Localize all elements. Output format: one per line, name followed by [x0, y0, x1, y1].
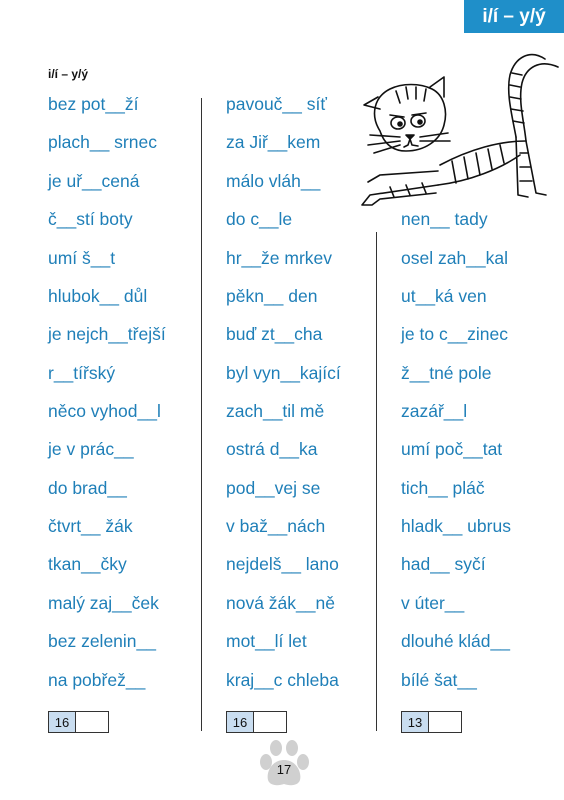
list-item: bílé šat__ — [401, 670, 477, 690]
list-item: pavouč__ síť — [226, 94, 327, 114]
list-item: nen__ tady — [401, 209, 488, 229]
list-item: v baž__nách — [226, 516, 326, 536]
score-count: 16 — [227, 712, 254, 732]
list-item: hlubok__ důl — [48, 286, 148, 306]
list-item: dlouhé klád__ — [401, 631, 510, 651]
list-item: bez pot__ží — [48, 94, 139, 114]
list-item: buď zt__cha — [226, 324, 323, 344]
list-item: do brad__ — [48, 478, 127, 498]
list-item: zazář__l — [401, 401, 468, 421]
list-item: pěkn__ den — [226, 286, 318, 306]
score-input[interactable] — [429, 712, 461, 732]
list-item: nová žák__ně — [226, 593, 335, 613]
list-item: mot__lí let — [226, 631, 307, 651]
list-item: hr__že mrkev — [226, 248, 333, 268]
list-item: malý zaj__ček — [48, 593, 159, 613]
list-item: byl vyn__kající — [226, 363, 341, 383]
score-box[interactable] — [401, 711, 462, 733]
list-item: ž__tné pole — [401, 363, 492, 383]
list-item: hladk__ ubrus — [401, 516, 511, 536]
list-item: je uř__cená — [48, 171, 140, 191]
list-item: čtvrt__ žák — [48, 516, 133, 536]
column-divider — [201, 98, 202, 731]
list-item: plach__ srnec — [48, 132, 157, 152]
list-item: umí poč__tat — [401, 439, 503, 459]
list-item: ostrá d__ka — [226, 439, 318, 459]
cat-illustration — [340, 45, 560, 210]
list-item: pod__vej se — [226, 478, 321, 498]
list-item: ut__ká ven — [401, 286, 487, 306]
list-item: je v prác__ — [48, 439, 134, 459]
score-count: 13 — [402, 712, 429, 732]
list-item: tich__ pláč — [401, 478, 485, 498]
list-item: had__ syčí — [401, 554, 486, 574]
list-item: do c__le — [226, 209, 293, 229]
list-item: bez zelenin__ — [48, 631, 156, 651]
list-item: v úter__ — [401, 593, 465, 613]
column-divider — [376, 232, 377, 731]
score-box[interactable] — [226, 711, 287, 733]
list-item: je to c__zinec — [401, 324, 509, 344]
list-item: je nejch__třejší — [48, 324, 166, 344]
score-input[interactable] — [76, 712, 108, 732]
list-item: zach__til mě — [226, 401, 325, 421]
page-number: 17 — [276, 762, 292, 777]
section-badge: i/í – y/ý — [464, 0, 564, 33]
list-item: málo vláh__ — [226, 171, 321, 191]
list-item: kraj__c chleba — [226, 670, 339, 690]
list-item: osel zah__kal — [401, 248, 509, 268]
list-item: něco vyhod__l — [48, 401, 161, 421]
exercise-subtitle: i/í – y/ý — [48, 67, 89, 81]
score-count: 16 — [49, 712, 76, 732]
list-item: umí š__t — [48, 248, 116, 268]
list-item: na pobřež__ — [48, 670, 146, 690]
list-item: nejdelš__ lano — [226, 554, 339, 574]
list-item: r__tířský — [48, 363, 116, 383]
score-input[interactable] — [254, 712, 286, 732]
list-item: za Jiř__kem — [226, 132, 321, 152]
list-item: tkan__čky — [48, 554, 127, 574]
list-item: č__stí boty — [48, 209, 133, 229]
score-box[interactable] — [48, 711, 109, 733]
